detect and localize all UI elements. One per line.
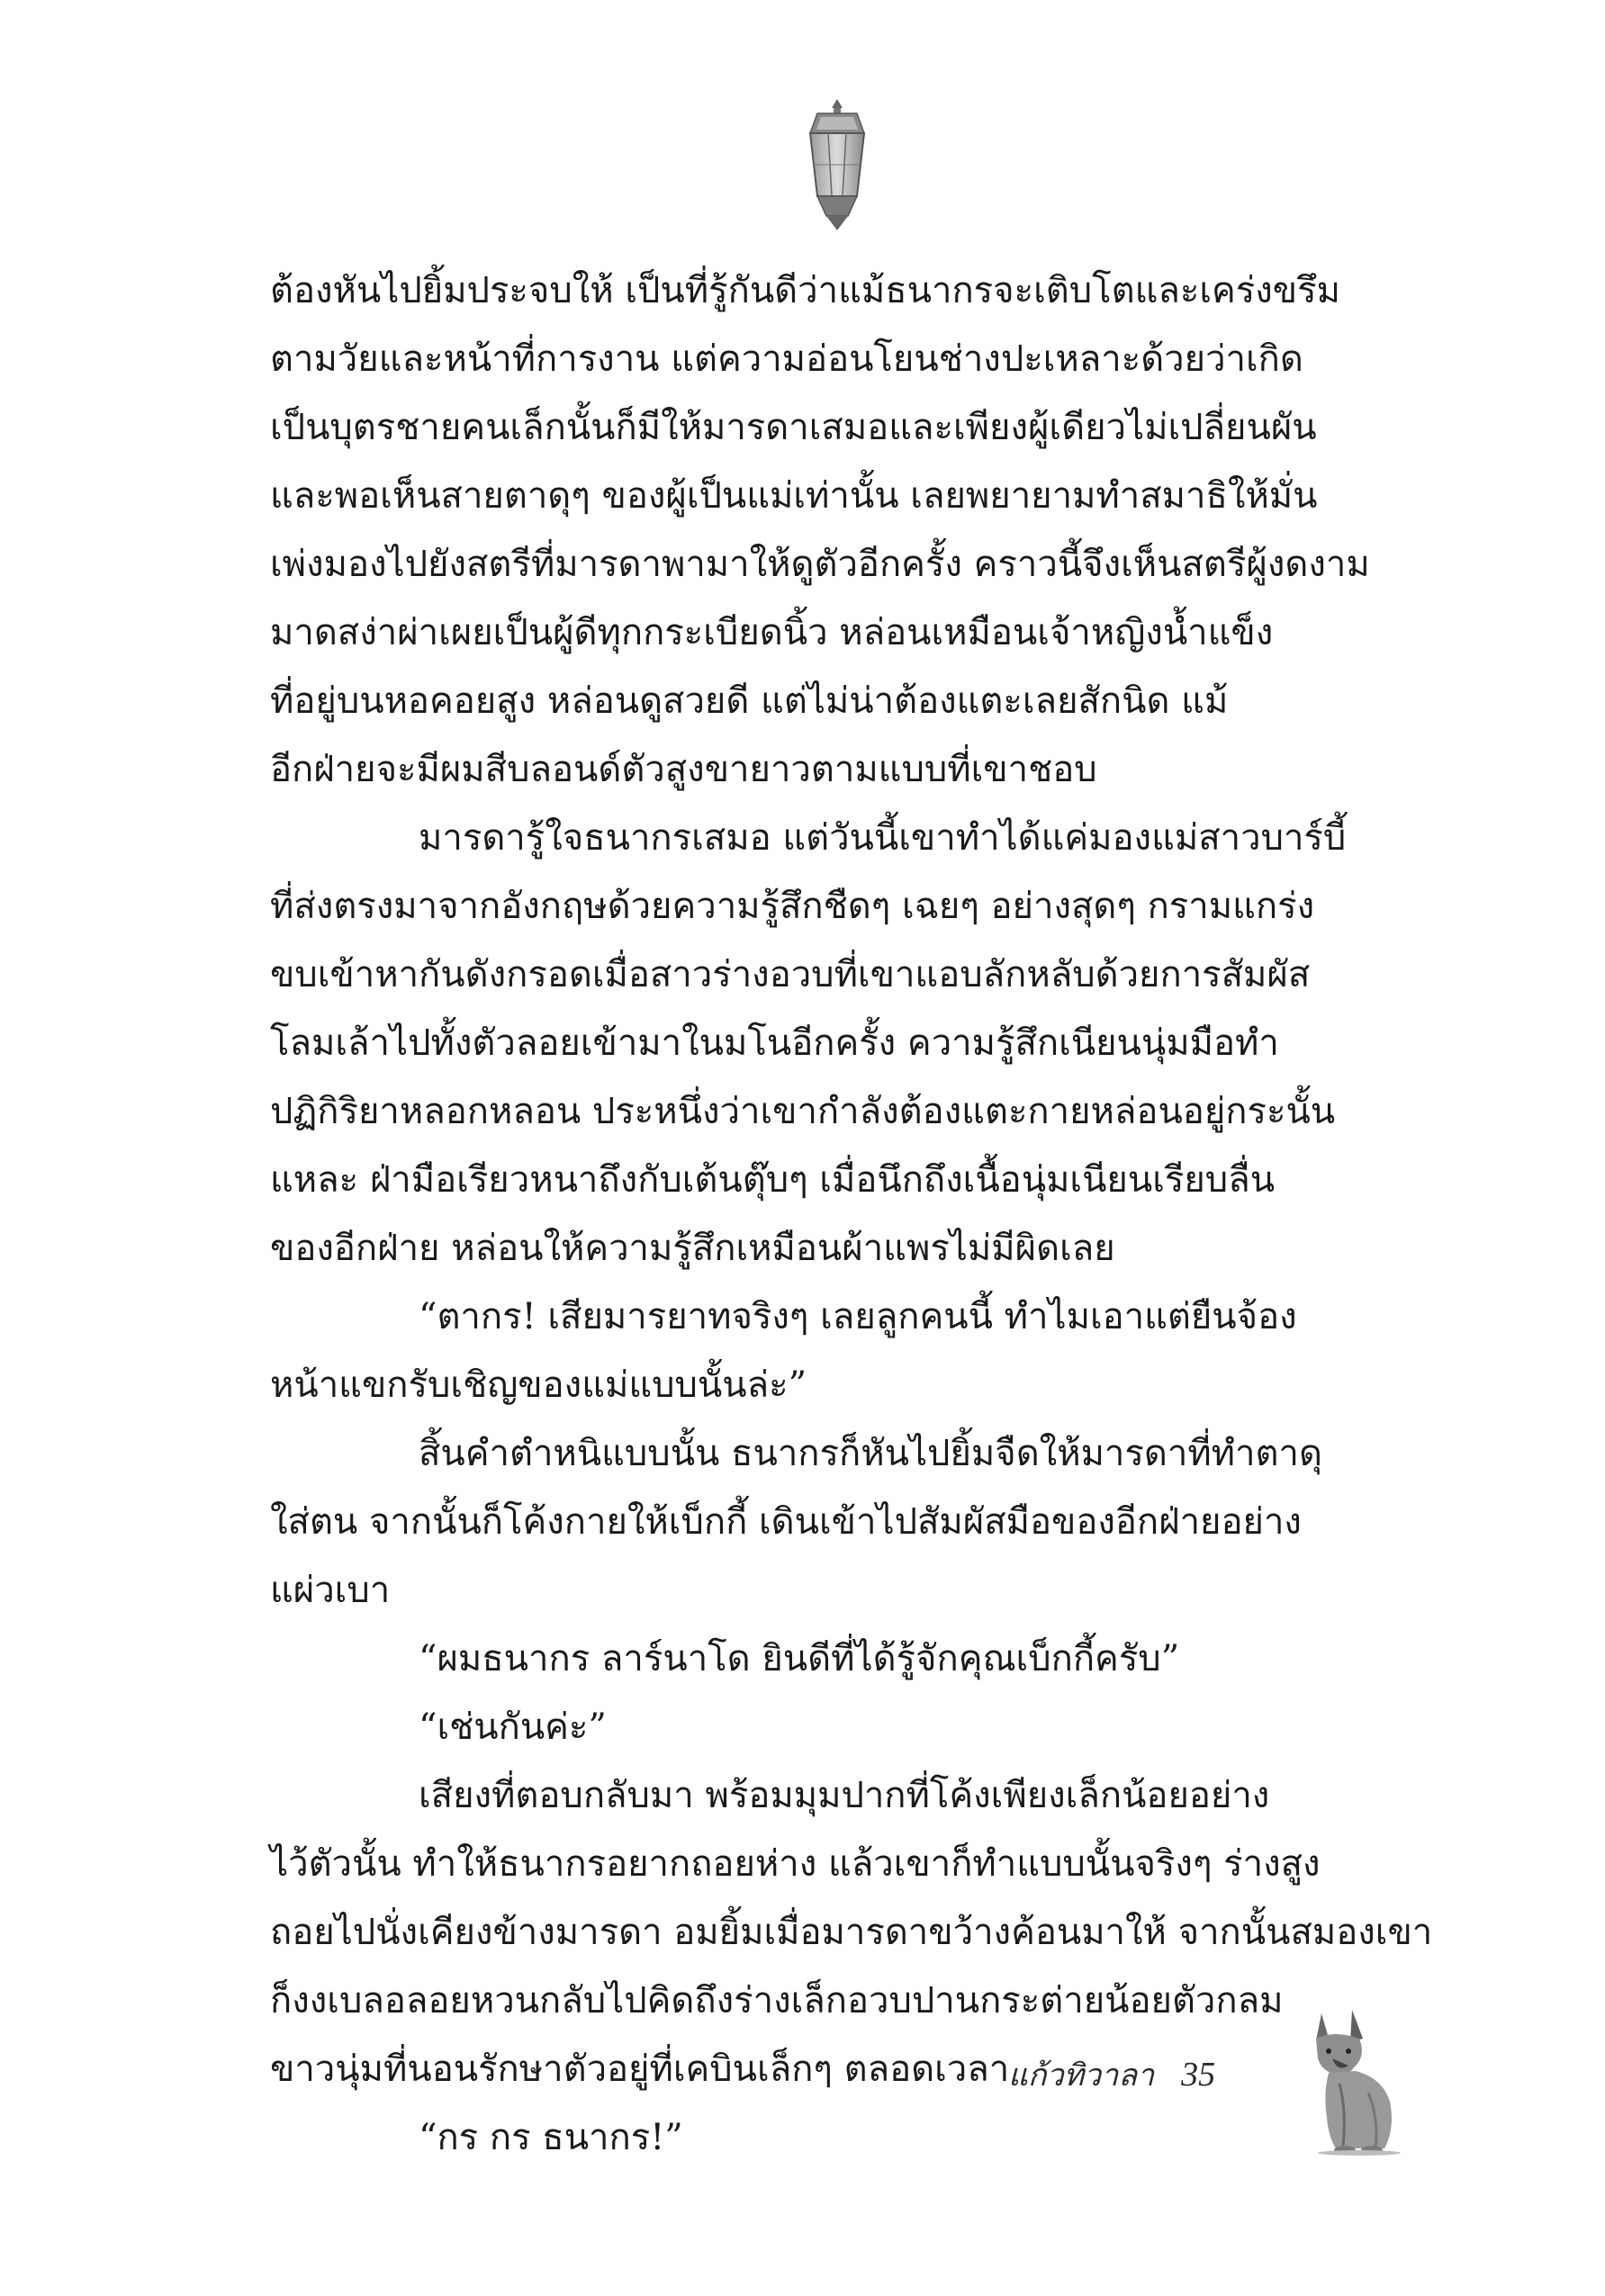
text-line: โลมเล้าไปทั้งตัวลอยเข้ามาในมโนอีกครั้ง ความรู้สึกเนียนนุ่มมือทำ: [270, 1022, 1279, 1064]
text-line: “กร กร ธนากร!”: [419, 2117, 683, 2158]
dog-icon: [1296, 2003, 1404, 2156]
paragraph: [270, 1419, 1413, 1625]
paragraph: [270, 2103, 1413, 2172]
lantern-icon: [801, 97, 873, 232]
text-line: ปฏิกิริยาหลอกหลอน ประหนึ่งว่าเขากำลังต้องแตะกายหล่อนอยู่กระนั้น: [270, 1091, 1336, 1132]
paragraph: [270, 1761, 1433, 2103]
text-line: ของอีกฝ่าย หล่อนให้ความรู้สึกเหมือนผ้าแพรไม่มีผิดเลย: [270, 1228, 1115, 1269]
text-line: ใส่ตน จากนั้นก็โค้งกายให้เบ็กกี้ เดินเข้าไปสัมผัสมือของอีกฝ่ายอย่าง: [270, 1501, 1302, 1543]
text-line: ถอยไปนั่งเคียงข้างมารดา อมยิ้มเมื่อมารดาขว้างค้อนมาให้ จากนั้นสมองเขา: [270, 1912, 1433, 1953]
paragraph: [270, 1693, 1413, 1761]
text-line: มาดสง่าผ่าเผยเป็นผู้ดีทุกกระเบียดนิ้ว หล่อนเหมือนเจ้าหญิงน้ำแข็ง: [270, 612, 1274, 653]
text-line: หน้าแขกรับเชิญของแม่แบบนั้นล่ะ”: [270, 1364, 807, 1406]
text-line: มารดารู้ใจธนากรเสมอ แต่วันนี้เขาทำได้แค่มองแม่สาวบาร์บี้: [419, 817, 1347, 859]
body-text: [270, 257, 1433, 2172]
text-line: เพ่งมองไปยังสตรีที่มารดาพามาให้ดูตัวอีกครั้ง คราวนี้จึงเห็นสตรีผู้งดงาม: [270, 544, 1370, 585]
text-line: ที่อยู่บนหอคอยสูง หล่อนดูสวยดี แต่ไม่น่าต้องแตะเลยสักนิด แม้: [270, 680, 1229, 722]
text-line: ตามวัยและหน้าที่การงาน แต่ความอ่อนโยนช่างปะเหลาะด้วยว่าเกิด: [270, 338, 1303, 380]
page-footer: [1008, 2039, 1215, 2111]
paragraph: [270, 804, 1413, 1283]
page-number: 35: [1181, 2056, 1216, 2093]
text-line: สิ้นคำตำหนิแบบนั้น ธนากรก็หันไปยิ้มจืดให้มารดาที่ทำตาดุ: [419, 1433, 1322, 1474]
text-line: “เช่นกันค่ะ”: [419, 1706, 607, 1748]
text-line: แหละ ฝ่ามือเรียวหนาถึงกับเต้นตุ๊บๆ เมื่อนึกถึงเนื้อนุ่มเนียนเรียบลื่น: [270, 1159, 1276, 1201]
text-line: ขบเข้าหากันดังกรอดเมื่อสาวร่างอวบที่เขาแอบลักหลับด้วยการสัมผัส: [270, 954, 1311, 995]
paragraph: [270, 1625, 1413, 1693]
text-line: “ผมธนากร ลาร์นาโด ยินดีที่ได้รู้จักคุณเบ็กกี้ครับ”: [419, 1638, 1180, 1679]
text-line: ขาวนุ่มที่นอนรักษาตัวอยู่ที่เคบินเล็กๆ ตลอดเวลา: [270, 2048, 1010, 2090]
paragraph: [270, 1283, 1413, 1419]
book-title: แก้วทิวาลา: [1008, 2057, 1155, 2093]
text-line: ก็งงเบลอลอยหวนกลับไปคิดถึงร่างเล็กอวบปานกระต่ายน้อยตัวกลม: [270, 1980, 1284, 2021]
text-line: แผ่วเบา: [270, 1570, 391, 1611]
paragraph: [270, 257, 1413, 804]
text-line: และพอเห็นสายตาดุๆ ของผู้เป็นแม่เท่านั้น เลยพยายามทำสมาธิให้มั่น: [270, 475, 1318, 517]
text-line: “ตากร! เสียมารยาทจริงๆ เลยลูกคนนี้ ทำไมเอาแต่ยืนจ้อง: [419, 1296, 1297, 1337]
text-line: ที่ส่งตรงมาจากอังกฤษด้วยความรู้สึกชืดๆ เฉยๆ อย่างสุดๆ กรามแกร่ง: [270, 886, 1315, 927]
text-line: ไว้ตัวนั้น ทำให้ธนากรอยากถอยห่าง แล้วเขาก็ทำแบบนั้นจริงๆ ร่างสูง: [270, 1843, 1321, 1885]
text-line: เสียงที่ตอบกลับมา พร้อมมุมปากที่โค้งเพียงเล็กน้อยอย่าง: [419, 1775, 1270, 1816]
text-line: ต้องหันไปยิ้มประจบให้ เป็นที่รู้กันดีว่าแม้ธนากรจะเติบโตและเคร่งขรึม: [270, 270, 1340, 311]
text-line: เป็นบุตรชายคนเล็กนั้นก็มีให้มารดาเสมอและเพียงผู้เดียวไม่เปลี่ยนผัน: [270, 407, 1317, 448]
text-line: อีกฝ่ายจะมีผมสีบลอนด์ตัวสูงขายาวตามแบบที่เขาชอบ: [270, 749, 1097, 790]
